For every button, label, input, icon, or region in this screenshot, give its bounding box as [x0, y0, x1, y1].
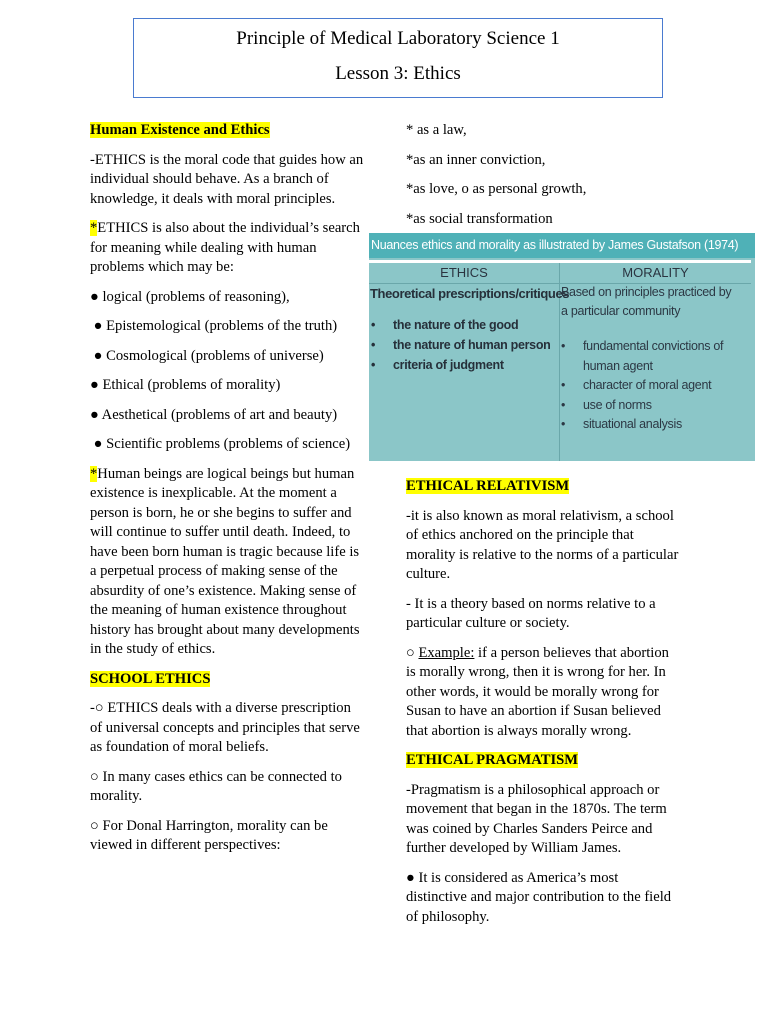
section-heading-human-existence [90, 121, 365, 141]
figure-morality-item-text: use of norms [583, 397, 652, 412]
figure-morality-item [561, 396, 751, 416]
bullet-icon: • [371, 318, 376, 332]
highlight-star: * [90, 465, 98, 482]
problem-item: ● Scientific problems (problems of science) [90, 436, 351, 452]
heading-text: ETHICAL RELATIVISM [406, 478, 570, 494]
bullet-icon: • [371, 338, 376, 352]
perspective-item: * as a law, [406, 122, 467, 138]
heading-text: Human Existence and Ethics [90, 122, 270, 138]
figure-morality-list [561, 337, 751, 435]
section-heading-school-ethics [90, 670, 365, 690]
perspective-item: *as love, o as personal growth, [406, 181, 587, 197]
figure-header-morality: MORALITY [622, 265, 689, 280]
bullet-icon: • [561, 378, 566, 392]
bullet-icon: • [561, 339, 566, 353]
figure-morality-item-text: situational analysis [583, 417, 682, 431]
figure-header-ethics: ETHICS [440, 265, 488, 280]
perspective-item: *as social transformation [406, 210, 553, 227]
paragraph-text: Human beings are logical beings but human existence is inexplicable. At the moment a person is born, he or she begins to suffer and will continue to suffer until death. Indeed, to have been born human is tragic because life is a perpetual process of making sense of the absurdity of one’s existence. Making sense of the meaning of human existence throughout history has brought about many developments in the study of ethics. [90, 465, 360, 657]
bullet-icon: • [371, 358, 376, 372]
problem-item: ● Aesthetical (problems of art and beauty) [90, 406, 338, 423]
example-text: if a person believes that abortion is morally wrong, then it is wrong for her. In other words, it would be morally wrong for Susan to have an abortion if Susan believed that abortion is always morally wrong. [406, 644, 669, 739]
paragraph-connected-morality: ○ In many cases ethics can be connected to morality. [90, 768, 342, 804]
paragraph-human-beings [90, 465, 365, 660]
figure-ethics-item [371, 335, 551, 355]
figure-header-row [369, 263, 751, 284]
problem-item: ● logical (problems of reasoning), [90, 288, 290, 305]
figure-morality-item [561, 415, 751, 435]
figure-ethics-item [371, 315, 551, 335]
figure-ethics-item-text: the nature of human person [393, 338, 551, 352]
paragraph-example [406, 644, 682, 742]
perspective-item: *as an inner conviction, [406, 151, 546, 168]
gustafson-figure [369, 233, 755, 461]
figure-ethics-item-text: the nature of the good [393, 318, 519, 332]
paragraph-ethics-meaning [90, 219, 365, 278]
title-box [133, 18, 663, 98]
figure-ethics-item [371, 355, 551, 375]
paragraph-text: ETHICS is also about the individual’s search for meaning while dealing with human problems which may be: [90, 220, 360, 275]
figure-title: Nuances ethics and morality as illustrated by James Gustafson (1974) [369, 233, 755, 258]
figure-morality-item [561, 376, 751, 396]
bullet-icon: • [561, 417, 566, 431]
heading-text: SCHOOL ETHICS [90, 670, 211, 687]
perspectives-list [406, 121, 696, 239]
problem-item: ● Epistemological (problems of the truth) [90, 318, 338, 334]
page-title: Principle of Medical Laboratory Science 1 [236, 28, 560, 49]
figure-morality-item-text: character of moral agent [583, 378, 712, 392]
heading-text: ETHICAL PRAGMATISM [406, 752, 579, 768]
paragraph-harrington: ○ For Donal Harrington, morality can be viewed in different perspectives: [90, 817, 328, 853]
section-heading-ethical-relativism [406, 477, 682, 497]
section-heading-ethical-pragmatism [406, 751, 682, 771]
right-column [406, 477, 682, 937]
figure-morality-title: Based on principles practiced by a particular community [561, 285, 732, 318]
problem-item: ● Ethical (problems of morality) [90, 377, 281, 393]
figure-morality-item [561, 337, 751, 376]
paragraph-pragmatism: -Pragmatism is a philosophical approach or movement that began in the 1870s. The term was coined by Charles Sanders Peirce and further developed by William James. [406, 781, 667, 856]
figure-ethics-list [371, 315, 551, 375]
problem-item: ● Cosmological (problems of universe) [90, 347, 324, 364]
figure-morality-item-text: fundamental convictions of human agent [583, 339, 724, 373]
paragraph-moral-relativism: -it is also known as moral relativism, a school of ethics anchored on the principle that morality is relative to the norms of a particular culture. [406, 507, 679, 582]
highlight-star: * [90, 220, 98, 236]
figure-ethics-item-text: criteria of judgment [393, 358, 504, 372]
bullet-icon: • [561, 397, 566, 412]
paragraph-diverse-prescription: -○ ETHICS deals with a diverse prescription of universal concepts and principles that serve as foundation of moral beliefs. [90, 700, 360, 755]
figure-ethics-title: Theoretical prescriptions/critiques [370, 286, 570, 301]
page-subtitle: Lesson 3: Ethics [335, 63, 461, 84]
example-bullet: ○ [406, 644, 419, 661]
left-column [90, 121, 365, 866]
paragraph-theory-norms: - It is a theory based on norms relative to a particular culture or society. [406, 595, 656, 631]
example-label: Example: [418, 644, 475, 661]
paragraph-ethics-definition: -ETHICS is the moral code that guides how an individual should behave. As a branch of knowledge, it deals with moral principles. [90, 151, 364, 207]
paragraph-america-contribution: ● It is considered as America’s most distinctive and major contribution to the field of philosophy. [406, 869, 672, 925]
